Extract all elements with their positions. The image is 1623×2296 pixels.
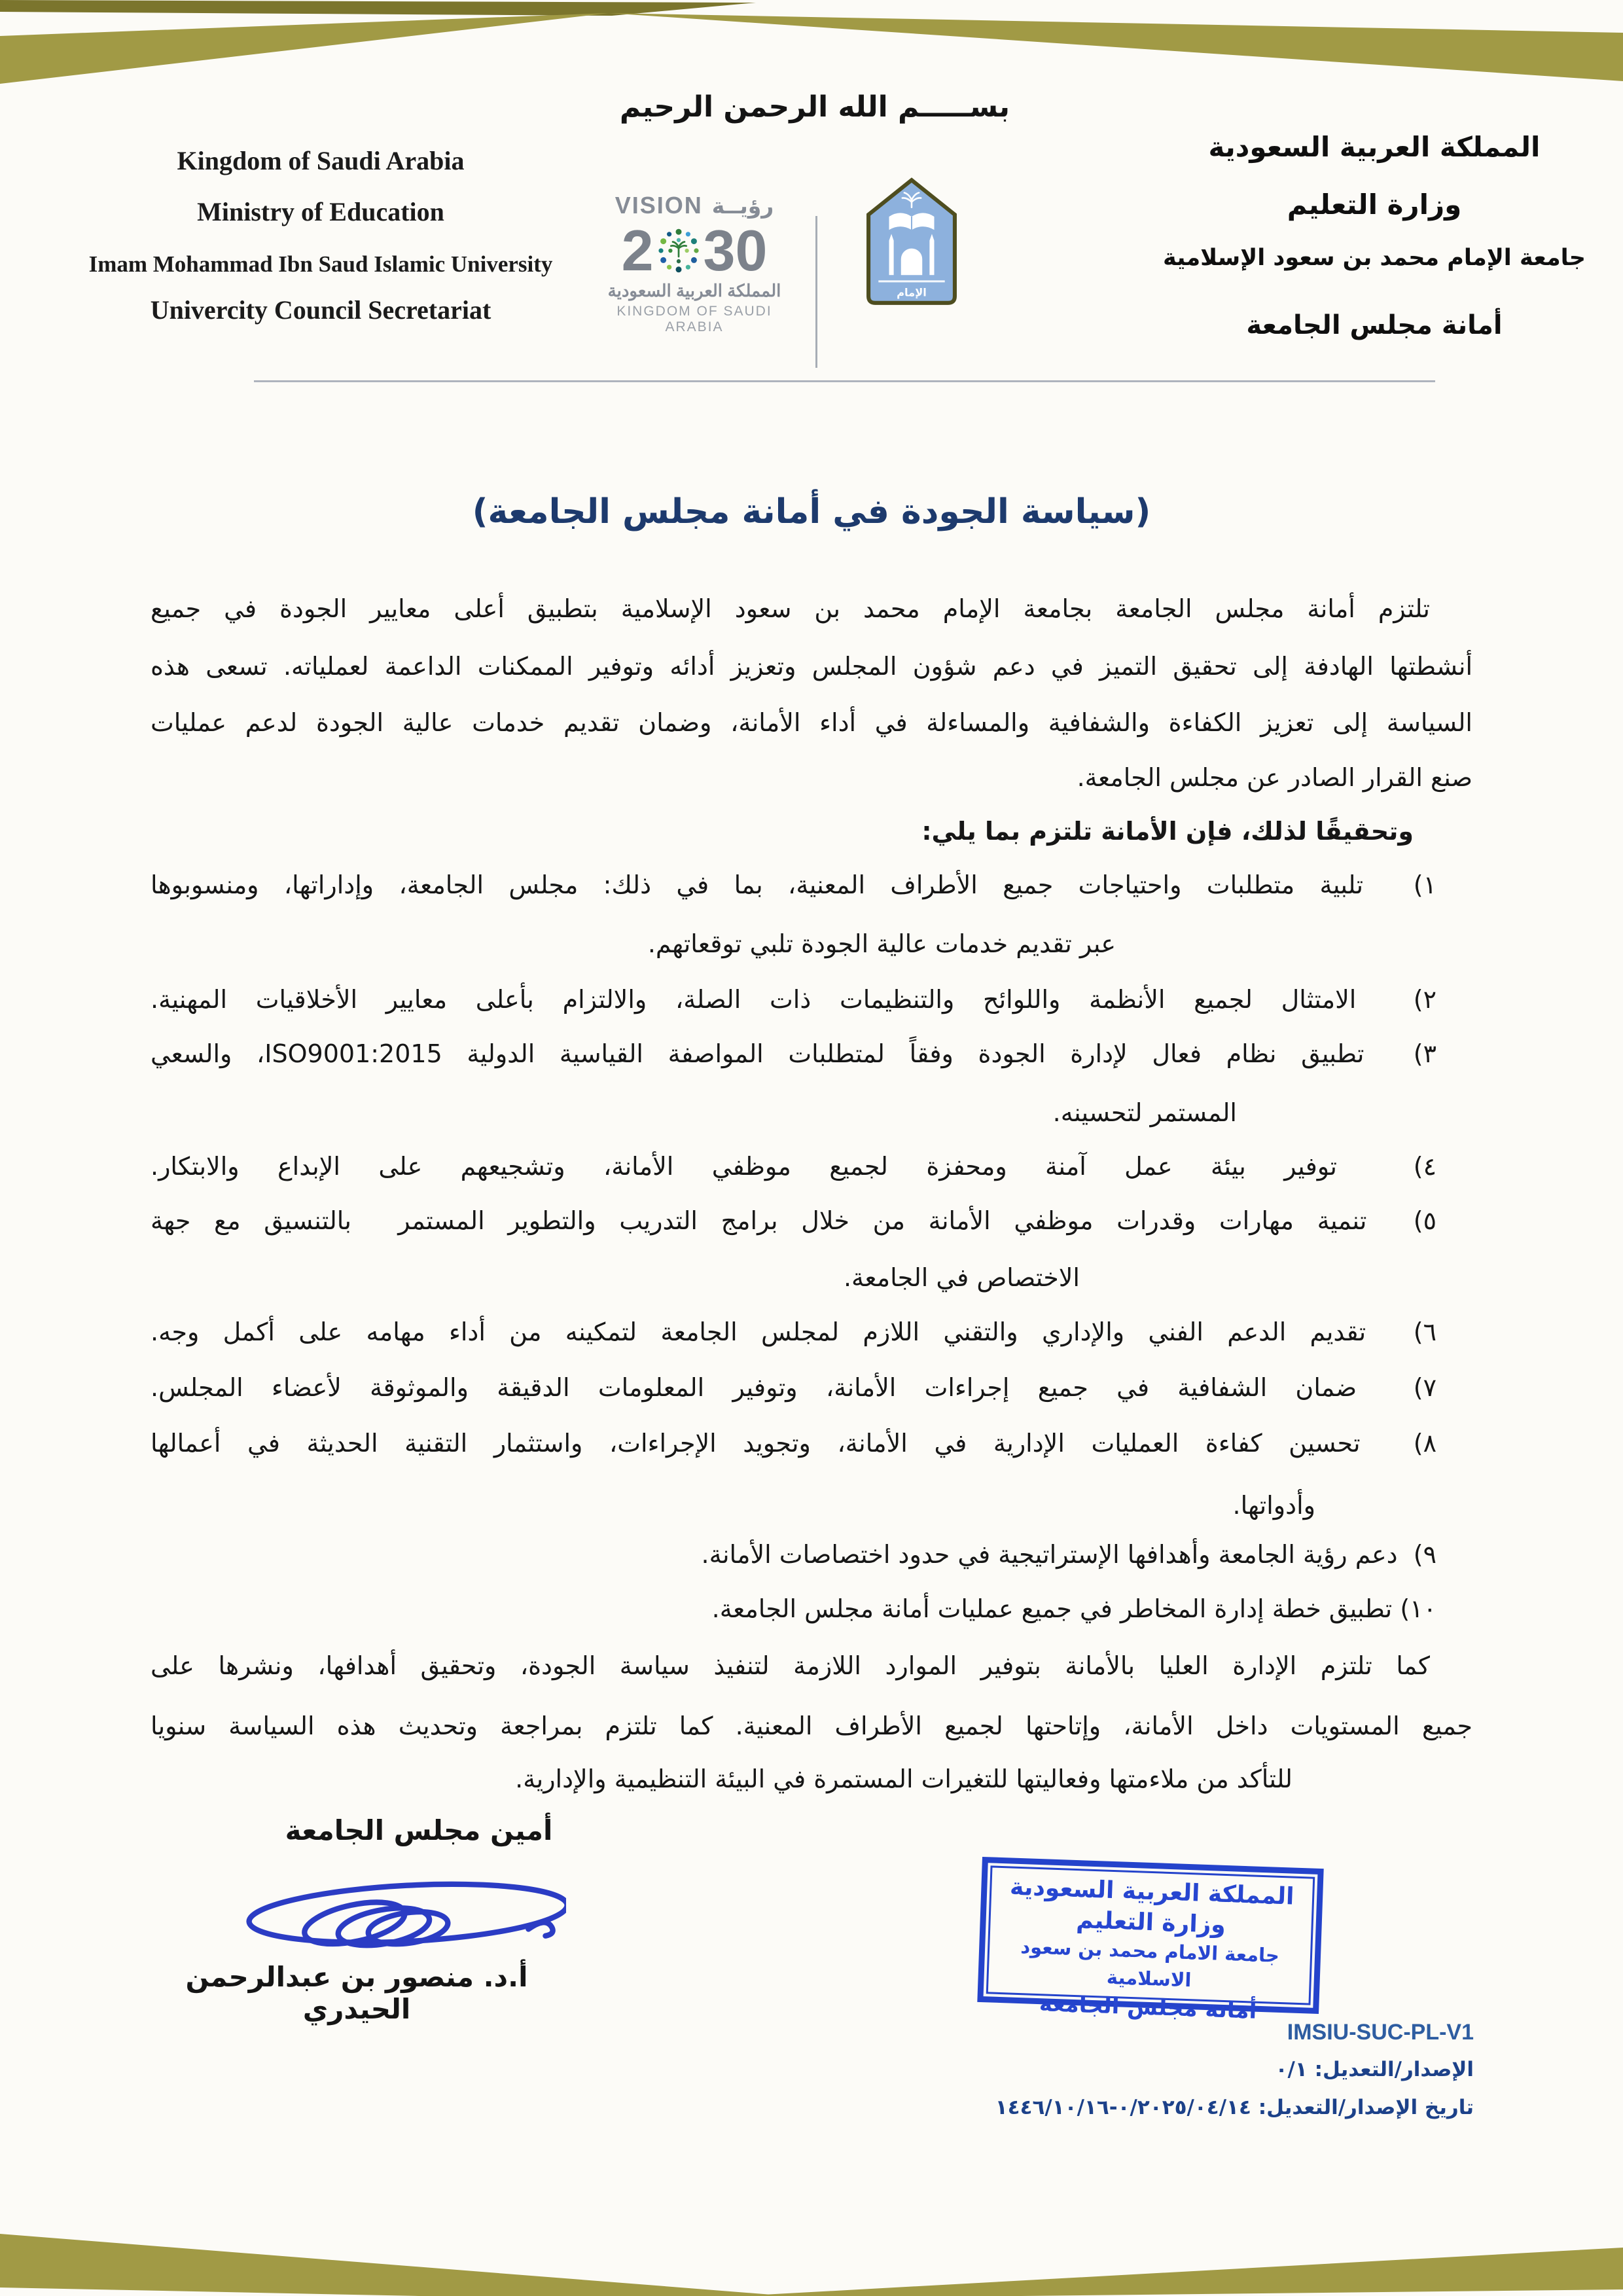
bismillah-calligraphy: بســـــم الله الرحمن الرحيم <box>619 90 1010 124</box>
vision-country-ar: المملكة العربية السعودية <box>607 281 781 300</box>
date-label: تاريخ الإصدار/التعديل: <box>1258 2096 1474 2119</box>
header-country-en: Kingdom of Saudi Arabia <box>177 146 465 175</box>
body-text-line: المستمر لتحسينه. <box>1052 1098 1237 1127</box>
header-country-ar: المملكة العربية السعودية <box>1208 131 1541 163</box>
body-text-line: ١) تلبية متطلبات واحتياجات جميع الأطراف المعنية، بما في ذلك: مجلس الجامعة، وإداراتها، ومنسوبوها <box>151 870 1436 899</box>
vision-country-en: KINGDOM OF SAUDI ARABIA <box>616 304 772 334</box>
stamp-text-line: جامعة الامام محمد بن سعود الاسلامية <box>1020 1935 1280 1992</box>
body-text-line: وتحقيقًا لذلك، فإن الأمانة تلتزم بما يلي: <box>921 817 1414 846</box>
header-ministry-ar: وزارة التعليم <box>1287 188 1462 221</box>
shield-caption: الإمام <box>897 286 927 299</box>
date-value: ٠/٢٠٢٥/٠٤/١٤-١٤٤٦/١٠/١٦ <box>995 2096 1251 2119</box>
signatory-role: أمين مجلس الجامعة <box>285 1814 553 1846</box>
body-text-line: ٧) ضمان الشفافية في جميع إجراءات الأمانة، وتوفير المعلومات الدقيقة والموثوقة لأعضاء المجلس. <box>151 1373 1436 1402</box>
vision-ar-text: رؤيــة <box>711 193 774 219</box>
signatory-name: أ.د. منصور بن عبدالرحمن الحيدري <box>185 1961 528 2025</box>
body-text-line: عبر تقديم خدمات عالية الجودة تلبي توقعاتهم. <box>647 929 1116 958</box>
header-secretariat-en: Univercity Council Secretariat <box>150 295 491 325</box>
body-text-line: ٤) توفير بيئة عمل آمنة ومحفزة لجميع موظفي الأمانة، وتشجيعهم على الإبداع والابتكار. <box>151 1152 1436 1181</box>
body-text-line: ٦) تقديم الدعم الفني والإداري والتقني اللازم لمجلس الجامعة لتمكينه من أداء مهامه على أكمل وجه. <box>151 1318 1436 1346</box>
vision-year-left: 2 <box>621 218 654 283</box>
document-code: IMSIU-SUC-PL-V1 <box>1287 2020 1474 2045</box>
stamp-text-line: أمانة مجلس الجامعة <box>1039 1990 1258 2024</box>
header-university-en: Imam Mohammad Ibn Saud Islamic University <box>88 251 553 277</box>
body-text-line: ٢) الامتثال لجميع الأنظمة واللوائح والتنظيمات ذات الصلة، والالتزام بأعلى معايير الأخلاقيات المهنية. <box>151 985 1436 1014</box>
stamp-inner-border <box>986 1865 1315 2024</box>
official-stamp <box>977 1857 1323 2024</box>
version-value: ٠/١ <box>1275 2058 1308 2081</box>
header-university-ar: جامعة الإمام محمد بن سعود الإسلامية <box>1163 245 1586 271</box>
body-text-line: ٨) تحسين كفاءة العمليات الإدارية في الأمانة، وتجويد الإجراءات، واستثمار التقنية الحديثة في أعمالها <box>151 1429 1436 1458</box>
stamp-text <box>988 1871 1313 2028</box>
body-text-line: تلتزم أمانة مجلس الجامعة بجامعة الإمام محمد بن سعود الإسلامية بتطبيق أعلى معايير الجودة في جميع <box>151 594 1430 623</box>
body-text-line: ١٠) تطبيق خطة إدارة المخاطر في جميع عمليات أمانة مجلس الجامعة. <box>711 1594 1436 1623</box>
body-text-line: السياسة إلى تعزيز الكفاءة والشفافية والمساءلة في أداء الأمانة، وضمان تقديم خدمات عالية الجودة لدعم عمليات <box>151 708 1472 737</box>
body-text-line: ٣) تطبيق نظام فعال لإدارة الجودة وفقاً لمتطلبات المواصفة القياسية الدولية ISO9001:2015، والسعي <box>151 1039 1437 1068</box>
body-text-line: صنع القرار الصادر عن مجلس الجامعة. <box>1077 763 1472 792</box>
body-text-line: ٩) دعم رؤية الجامعة وأهدافها الإستراتيجية في حدود اختصاصات الأمانة. <box>701 1540 1436 1569</box>
header-ministry-en: Ministry of Education <box>197 197 444 226</box>
stamp-text-line: وزارة التعليم <box>1075 1907 1226 1939</box>
page-title: (سياسة الجودة في أمانة مجلس الجامعة) <box>472 492 1151 531</box>
vision-year-right: 30 <box>703 218 768 283</box>
body-text-line: وأدواتها. <box>1232 1491 1315 1520</box>
handwritten-signature <box>226 1871 566 1962</box>
body-text-line: أنشطتها الهادفة إلى تحقيق التميز في دعم شؤون المجلس وتعزيز أدائه وتوفير الممكنات الداعمة لعملياته. تسعى هذه <box>151 652 1472 681</box>
header-secretariat-ar: أمانة مجلس الجامعة <box>1246 310 1503 340</box>
version-line <box>1275 2056 1474 2083</box>
version-label: الإصدار/التعديل: <box>1314 2058 1474 2081</box>
body-text-line: ٥) تنمية مهارات وقدرات موظفي الأمانة من خلال برامج التدريب والتطوير المستمر بالتنسيق مع جهة <box>151 1206 1436 1235</box>
body-text-line: الاختصاص في الجامعة. <box>843 1263 1080 1292</box>
body-text-line: للتأكد من ملاءمتها وفعاليتها للتغيرات المستمرة في البيئة التنظيمية والإدارية. <box>515 1765 1293 1793</box>
date-line <box>995 2094 1474 2121</box>
body-text-line: كما تلتزم الإدارة العليا بالأمانة بتوفير الموارد اللازمة لتنفيذ سياسة الجودة، وتحقيق أهدافها، ونشرها على <box>151 1651 1430 1680</box>
vision-en-text: VISION <box>615 192 703 219</box>
stamp-text-line: المملكة العربية السعودية <box>1009 1873 1295 1910</box>
body-text-line: جميع المستويات داخل الأمانة، وإتاحتها لجميع الأطراف المعنية. كما تلتزم بمراجعة وتحديث هذه السياسة سنويا <box>151 1712 1472 1740</box>
